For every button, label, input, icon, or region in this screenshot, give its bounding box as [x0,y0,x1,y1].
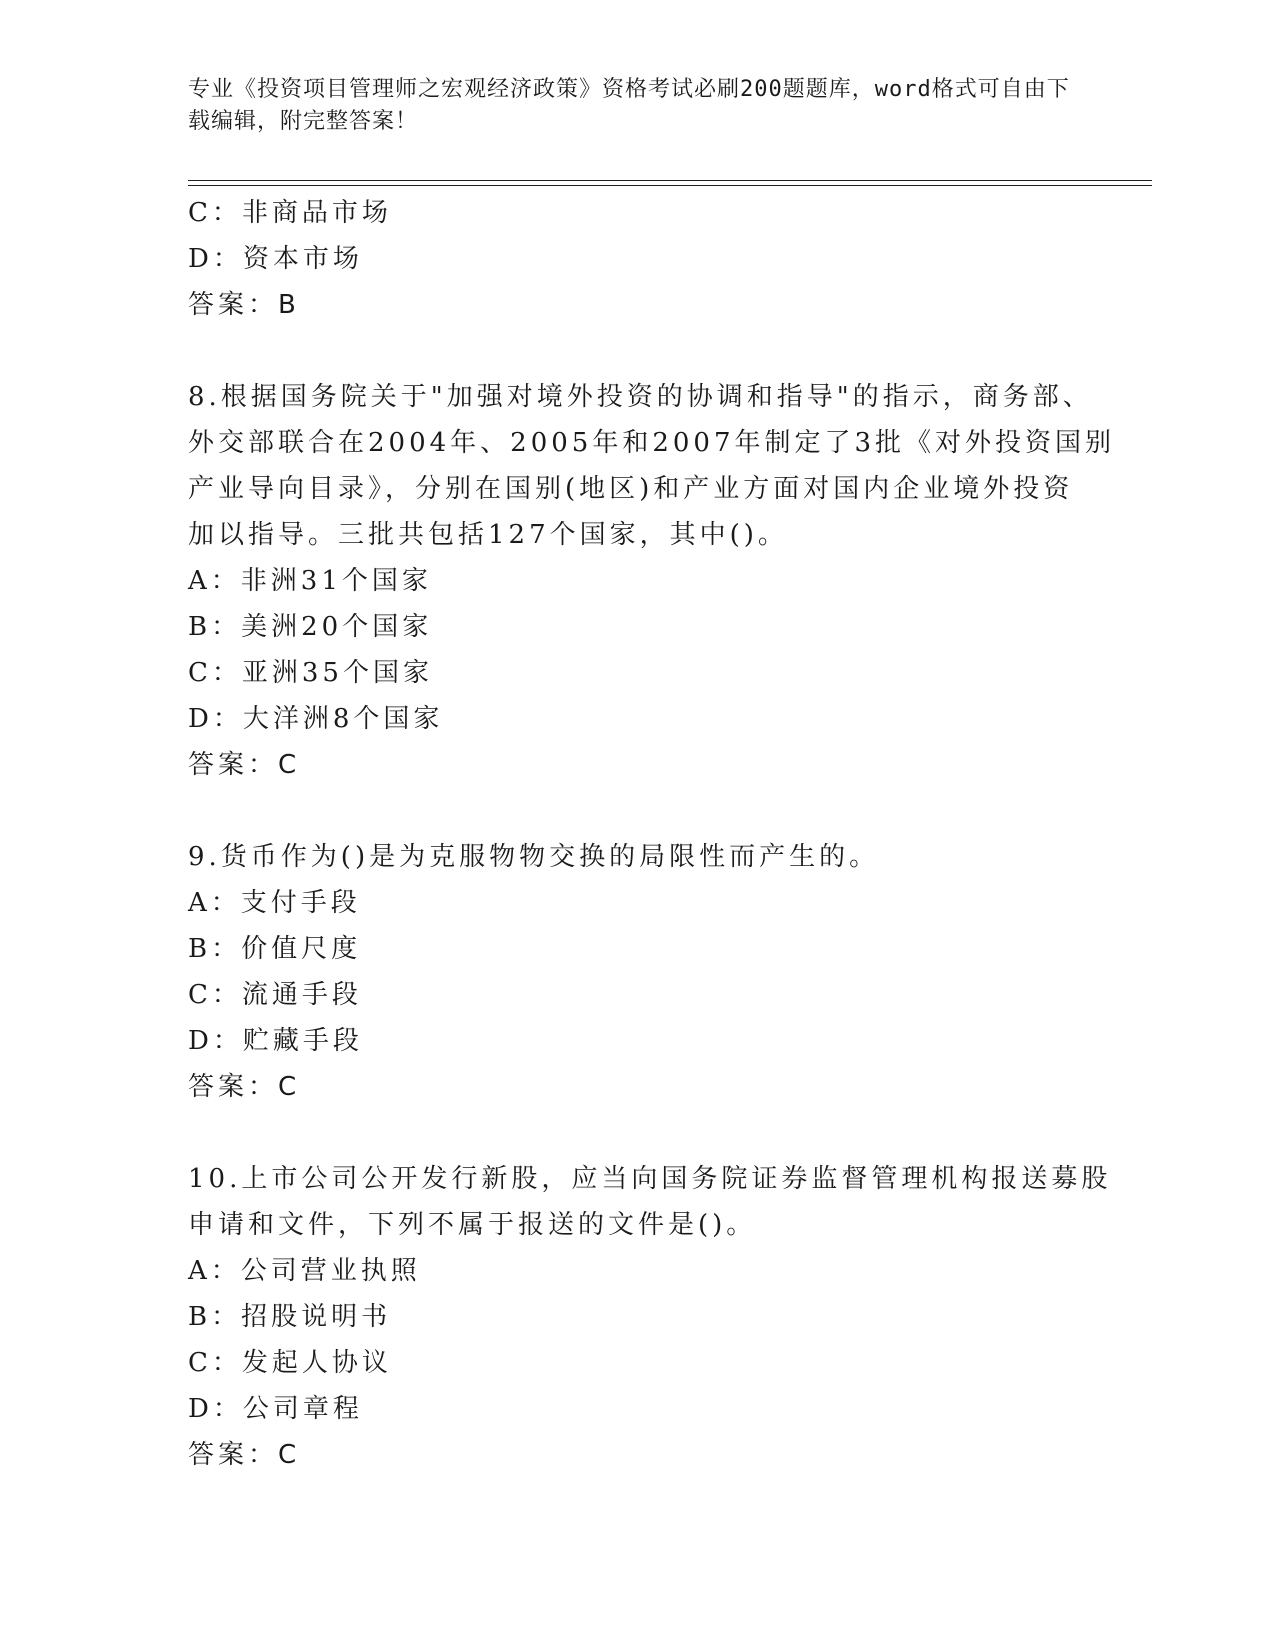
header-divider-top [188,180,1152,181]
question-stem-line: 8.根据国务院关于"加强对境外投资的协调和指导"的指示，商务部、 [188,382,1093,412]
question-stem-line: 9.货币作为()是为克服物物交换的局限性而产生的。 [188,842,880,872]
spacer [188,788,1088,834]
option-a: A：公司营业执照 [188,1256,421,1286]
question-stem-line: 加以指导。三批共包括127个国家，其中()。 [188,520,788,550]
answer-line: 答案：C [188,1072,301,1102]
option-b: B：美洲20个国家 [188,612,433,642]
option-b: B：招股说明书 [188,1302,392,1332]
question-8 [188,374,1116,788]
question-stem-line: 外交部联合在2004年、2005年和2007年制定了3批《对外投资国别 [188,428,1116,458]
answer-line: 答案：C [188,1440,301,1470]
document-header: 专业《投资项目管理师之宏观经济政策》资格考试必刷200题题库，word格式可自由下载编辑，附完整答案！ [188,77,1070,134]
header-divider-bottom [188,185,1152,186]
option-a: A：支付手段 [188,888,361,918]
question-10 [188,1156,1112,1478]
option-c: C：亚洲35个国家 [188,658,433,688]
option-c: C：非商品市场 [188,198,392,228]
question-stem-line: 申请和文件，下列不属于报送的文件是()。 [188,1210,757,1240]
option-d: D：资本市场 [188,244,363,274]
answer-line: 答案：C [188,750,301,780]
question-stem-line: 产业导向目录》，分别在国别(地区)和产业方面对国内企业境外投资 [188,474,1074,504]
option-d: D：大洋洲8个国家 [188,704,444,734]
question-9 [188,834,1088,1110]
spacer [188,328,1088,374]
answer-line: 答案：B [188,290,300,320]
spacer [188,1110,1088,1156]
question-7-continued [188,190,1088,328]
option-b: B：价值尺度 [188,934,362,964]
option-d: D：公司章程 [188,1394,363,1424]
option-d: D：贮藏手段 [188,1026,363,1056]
question-stem-line: 10.上市公司公开发行新股，应当向国务院证券监督管理机构报送募股 [188,1164,1112,1194]
option-a: A：非洲31个国家 [188,566,432,596]
option-c: C：发起人协议 [188,1348,392,1378]
question-content [188,190,1116,1478]
option-c: C：流通手段 [188,980,362,1010]
